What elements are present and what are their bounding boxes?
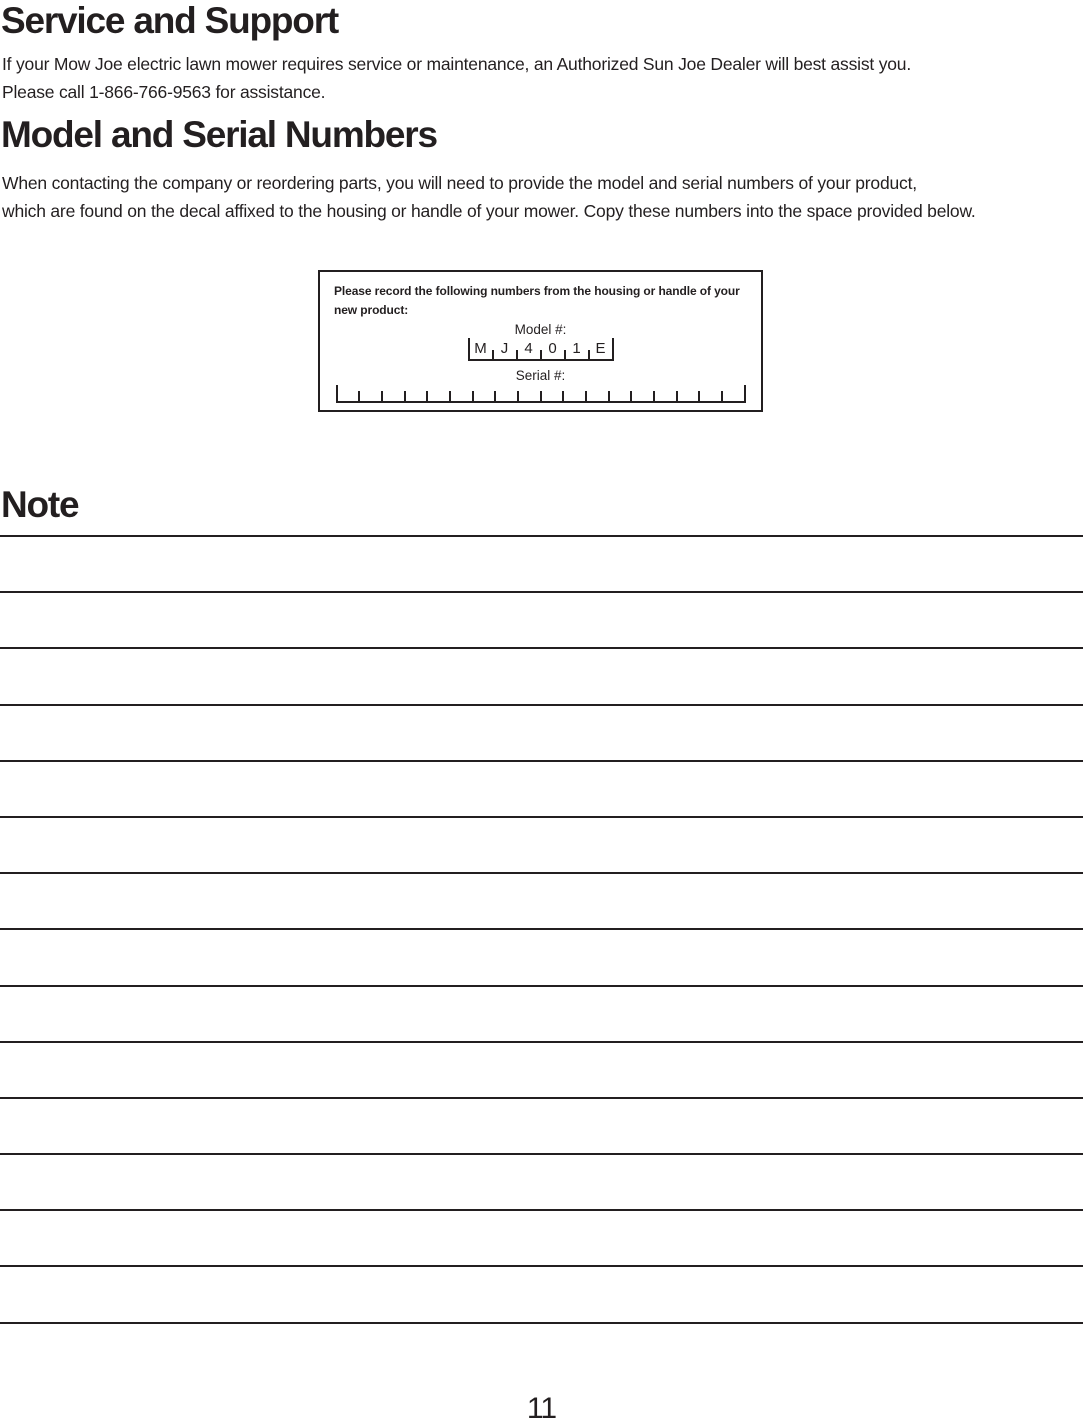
note-ruled-line (0, 1041, 1083, 1097)
note-ruled-line (0, 1322, 1083, 1378)
character-cell (632, 400, 653, 401)
note-ruled-line (0, 872, 1083, 928)
note-ruled-line (0, 1153, 1083, 1209)
note-lines (0, 535, 1083, 1378)
note-ruled-line (0, 985, 1083, 1041)
character-cell (338, 400, 359, 401)
character-cell (360, 400, 381, 401)
character-cell: 4 (524, 340, 533, 357)
character-cell (723, 400, 744, 401)
text-line: which are found on the decal affixed to the housing or handle of your mower. Copy these numbers into the space provided below. (2, 201, 976, 221)
model-serial-paragraph (2, 169, 976, 225)
page-number: 11 (526, 1392, 557, 1425)
text-line: new product: (334, 303, 409, 317)
character-cell (428, 400, 449, 401)
character-cell: J (500, 340, 509, 357)
text-line: If your Mow Joe electric lawn mower requires service or maintenance, an Authorized Sun Joe Dealer will best assist you. (2, 54, 911, 74)
character-cell (655, 400, 676, 401)
character-cell (564, 400, 585, 401)
character-cell: 1 (572, 340, 581, 357)
note-ruled-line (0, 704, 1083, 760)
character-cell (474, 400, 495, 401)
character-cell (700, 400, 721, 401)
note-ruled-line (0, 591, 1083, 647)
text-line: Please record the following numbers from the housing or handle of your (334, 284, 740, 298)
character-cell (587, 400, 608, 401)
character-cell (519, 400, 540, 401)
service-paragraph (2, 50, 911, 106)
record-box-instructions (334, 282, 747, 320)
character-cell: M (474, 340, 487, 357)
section-title-service-and-support: Service and Support (1, 0, 339, 41)
record-numbers-box (318, 270, 763, 412)
character-cell (610, 400, 631, 401)
character-cell (451, 400, 472, 401)
character-cell (542, 400, 563, 401)
note-ruled-line (0, 928, 1083, 984)
note-ruled-line (0, 760, 1083, 816)
serial-number-label: Serial #: (515, 368, 566, 383)
text-line: When contacting the company or reordering parts, you will need to provide the model and serial numbers of your product, (2, 173, 917, 193)
model-number-label: Model #: (514, 322, 567, 337)
character-cell: E (595, 340, 606, 357)
character-cell (383, 400, 404, 401)
note-ruled-line (0, 1265, 1083, 1321)
character-cell (406, 400, 427, 401)
note-ruled-line (0, 1209, 1083, 1265)
character-cell (496, 400, 517, 401)
note-ruled-line (0, 816, 1083, 872)
note-ruled-line (0, 1097, 1083, 1153)
section-title-model-and-serial-numbers: Model and Serial Numbers (1, 114, 437, 155)
section-title-note: Note (1, 484, 79, 525)
note-ruled-line (0, 535, 1083, 591)
serial-number-field (336, 385, 746, 403)
text-line: Please call 1-866-766-9563 for assistance. (2, 82, 326, 102)
model-number-field (468, 338, 614, 361)
character-cell (678, 400, 699, 401)
note-ruled-line (0, 647, 1083, 703)
character-cell: 0 (548, 340, 557, 357)
